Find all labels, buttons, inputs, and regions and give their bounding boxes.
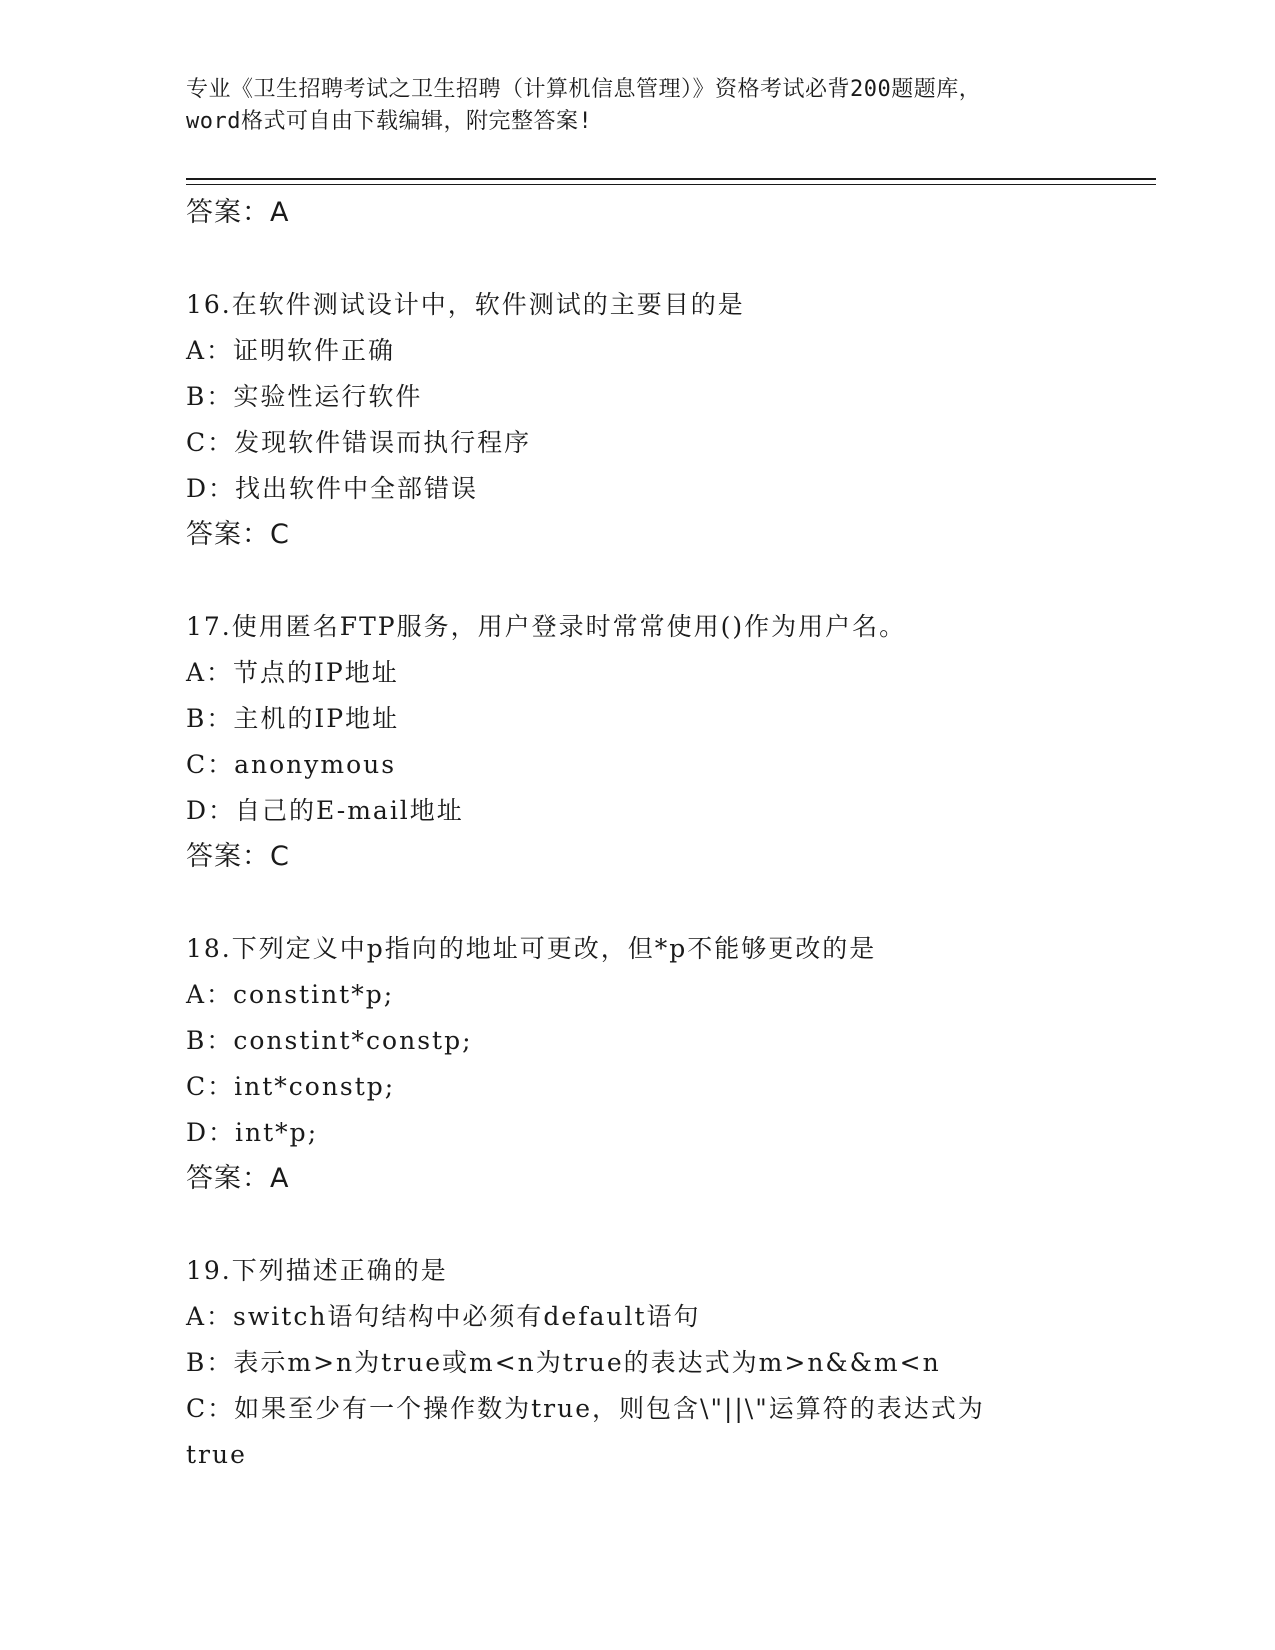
option-a: A：证明软件正确 [186,336,396,365]
option-c: C：发现软件错误而执行程序 [186,428,532,457]
option-c: C：如果至少有一个操作数为true，则包含\"||\"运算符的表达式为 [186,1394,985,1423]
option-d: D：int*p; [186,1118,319,1147]
answer: 答案：C [186,519,290,550]
answer: 答案：A [186,1163,290,1194]
question-stem: 16.在软件测试设计中，软件测试的主要目的是 [186,290,745,319]
question-stem: 17.使用匿名FTP服务，用户登录时常常使用()作为用户名。 [186,612,907,641]
option-c-continued: true [186,1440,247,1469]
option-a: A：constint*p; [186,980,395,1009]
option-a: A：switch语句结构中必须有default语句 [186,1302,701,1331]
option-b: B：主机的IP地址 [186,704,400,733]
answer: 答案：C [186,841,290,872]
question-19 [186,1248,1156,1478]
header-divider-thin [186,184,1156,185]
question-18 [186,926,1156,1202]
document-header [186,74,1086,138]
previous-answer: 答案：A [186,197,290,228]
option-b: B：constint*constp; [186,1026,473,1055]
question-16 [186,282,1156,558]
question-stem: 19.下列描述正确的是 [186,1256,448,1285]
option-d: D：找出软件中全部错误 [186,474,479,503]
header-line-1: 专业《卫生招聘考试之卫生招聘（计算机信息管理）》资格考试必背200题题库， [186,77,982,102]
option-c: C：int*constp; [186,1072,396,1101]
option-b: B：实验性运行软件 [186,382,423,411]
header-divider [186,178,1156,180]
document-body [186,190,1156,1478]
option-d: D：自己的E-mail地址 [186,796,464,825]
option-a: A：节点的IP地址 [186,658,399,687]
header-line-2: word格式可自由下载编辑，附完整答案! [186,109,593,134]
option-c: C：anonymous [186,750,397,779]
question-stem: 18.下列定义中p指向的地址可更改，但*p不能够更改的是 [186,934,877,963]
option-b: B：表示m>n为true或m<n为true的表达式为m>n&&m<n [186,1348,941,1377]
question-17 [186,604,1156,880]
